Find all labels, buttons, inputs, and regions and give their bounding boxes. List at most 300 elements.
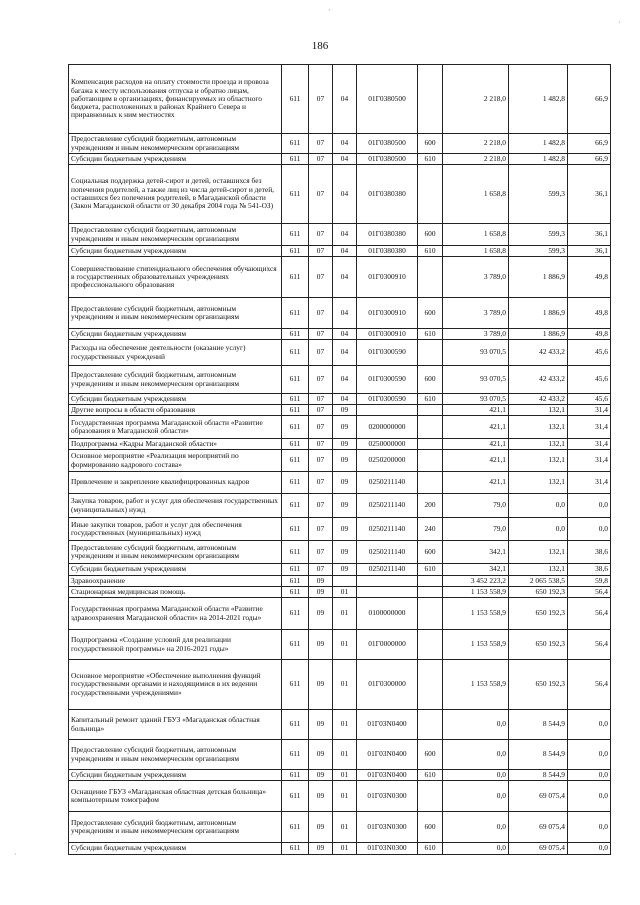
row-section: 07 xyxy=(309,65,333,134)
row-subsection: 09 xyxy=(333,541,357,564)
row-subsection: 01 xyxy=(333,630,357,660)
row-subsection: 09 xyxy=(333,518,357,541)
row-target-article xyxy=(357,587,418,598)
row-target-article: 0250000000 xyxy=(357,439,418,450)
table-row xyxy=(69,710,611,740)
table-row xyxy=(69,329,611,340)
row-target-article: 01Г0380380 xyxy=(357,165,418,224)
row-fact-amount: 599,3 xyxy=(509,165,568,224)
row-target-article: 01Г0380500 xyxy=(357,134,418,154)
row-percent: 49,8 xyxy=(568,329,611,340)
row-fact-amount: 1 482,8 xyxy=(509,154,568,165)
row-grbs: 611 xyxy=(282,812,309,843)
row-plan-amount: 1 153 558,9 xyxy=(443,630,509,660)
row-section: 09 xyxy=(309,630,333,660)
table-row xyxy=(69,770,611,781)
row-subsection: 09 xyxy=(333,472,357,494)
row-fact-amount: 1 482,8 xyxy=(509,65,568,134)
row-percent: 31,4 xyxy=(568,450,611,472)
row-grbs: 611 xyxy=(282,394,309,405)
row-plan-amount: 2 218,0 xyxy=(443,65,509,134)
table-row xyxy=(69,165,611,224)
budget-table xyxy=(68,64,611,855)
row-section: 07 xyxy=(309,416,333,439)
row-target-article: 01Г0380500 xyxy=(357,154,418,165)
row-fact-amount: 132,1 xyxy=(509,439,568,450)
row-expense-type: 600 xyxy=(418,812,443,843)
row-plan-amount: 421,1 xyxy=(443,450,509,472)
row-section: 07 xyxy=(309,165,333,224)
table-row xyxy=(69,781,611,812)
table-row xyxy=(69,598,611,630)
row-name: Социальная поддержка детей-сирот и детей, оставшихся без попечения родителей, а также лиц из числа детей-сирот и детей, оставшихся без попечения родителей, в Магаданской области (Закон Магаданской области от 30 декабря 2004 года № 541-ОЗ) xyxy=(69,165,282,224)
row-section: 09 xyxy=(309,587,333,598)
row-expense-type xyxy=(418,710,443,740)
row-subsection: 09 xyxy=(333,405,357,416)
row-target-article: 01Г0380380 xyxy=(357,246,418,257)
row-grbs: 611 xyxy=(282,598,309,630)
row-percent: 31,4 xyxy=(568,439,611,450)
row-section: 07 xyxy=(309,541,333,564)
row-fact-amount: 42 433,2 xyxy=(509,366,568,394)
row-subsection: 09 xyxy=(333,494,357,518)
row-expense-type xyxy=(418,472,443,494)
row-target-article: 01Г0300000 xyxy=(357,660,418,710)
row-subsection: 01 xyxy=(333,587,357,598)
row-grbs: 611 xyxy=(282,843,309,855)
row-subsection: 09 xyxy=(333,450,357,472)
row-fact-amount: 69 075,4 xyxy=(509,781,568,812)
row-name: Закупка товаров, работ и услуг для обеспечения государственных (муниципальных) нужд xyxy=(69,494,282,518)
row-grbs: 611 xyxy=(282,340,309,366)
row-target-article: 0250211140 xyxy=(357,541,418,564)
row-target-article: 01Г03N0400 xyxy=(357,770,418,781)
row-expense-type: 240 xyxy=(418,518,443,541)
row-plan-amount: 1 658,8 xyxy=(443,165,509,224)
row-grbs: 611 xyxy=(282,65,309,134)
table-row xyxy=(69,587,611,598)
row-section: 07 xyxy=(309,564,333,576)
row-section: 07 xyxy=(309,246,333,257)
row-grbs: 611 xyxy=(282,246,309,257)
row-grbs: 611 xyxy=(282,472,309,494)
row-expense-type: 200 xyxy=(418,494,443,518)
row-percent: 31,4 xyxy=(568,416,611,439)
row-section: 07 xyxy=(309,518,333,541)
row-target-article: 0250200000 xyxy=(357,450,418,472)
row-name: Основное мероприятие «Обеспечение выполнения функций государственными органами и находящимися в их ведении государственными учреждениями» xyxy=(69,660,282,710)
row-fact-amount: 1 886,9 xyxy=(509,298,568,329)
row-plan-amount: 3 789,0 xyxy=(443,329,509,340)
row-percent: 56,4 xyxy=(568,660,611,710)
row-name: Субсидии бюджетным учреждениям xyxy=(69,843,282,855)
row-grbs: 611 xyxy=(282,298,309,329)
row-plan-amount: 1 153 558,9 xyxy=(443,660,509,710)
row-section: 07 xyxy=(309,394,333,405)
table-row xyxy=(69,298,611,329)
row-percent: 59,8 xyxy=(568,576,611,587)
table-row xyxy=(69,416,611,439)
row-fact-amount: 1 482,8 xyxy=(509,134,568,154)
row-expense-type xyxy=(418,660,443,710)
row-subsection: 04 xyxy=(333,340,357,366)
row-expense-type: 600 xyxy=(418,134,443,154)
row-name: Государственная программа Магаданской области «Развитие здравоохранения Магаданской области» на 2014-2021 годы» xyxy=(69,598,282,630)
row-plan-amount: 0,0 xyxy=(443,781,509,812)
row-fact-amount: 2 065 538,5 xyxy=(509,576,568,587)
row-target-article xyxy=(357,405,418,416)
row-expense-type: 600 xyxy=(418,298,443,329)
row-expense-type: 610 xyxy=(418,564,443,576)
row-grbs: 611 xyxy=(282,450,309,472)
row-percent: 45,6 xyxy=(568,340,611,366)
table-row xyxy=(69,246,611,257)
row-percent: 31,4 xyxy=(568,472,611,494)
row-expense-type xyxy=(418,576,443,587)
row-fact-amount: 0,0 xyxy=(509,518,568,541)
row-subsection: 04 xyxy=(333,224,357,246)
row-target-article: 01Г0300590 xyxy=(357,366,418,394)
row-name: Государственная программа Магаданской области «Развитие образования в Магаданской области» xyxy=(69,416,282,439)
row-expense-type xyxy=(418,65,443,134)
row-name: Стационарная медицинская помощь xyxy=(69,587,282,598)
row-section: 09 xyxy=(309,740,333,770)
table-row xyxy=(69,340,611,366)
row-target-article: 01Г03N0300 xyxy=(357,843,418,855)
row-percent: 0,0 xyxy=(568,740,611,770)
row-name: Иные закупки товаров, работ и услуг для обеспечения государственных (муниципальных) нужд xyxy=(69,518,282,541)
row-plan-amount: 0,0 xyxy=(443,710,509,740)
row-percent: 66,9 xyxy=(568,154,611,165)
row-subsection: 01 xyxy=(333,843,357,855)
row-section: 09 xyxy=(309,781,333,812)
table-row xyxy=(69,154,611,165)
row-section: 07 xyxy=(309,439,333,450)
row-expense-type: 600 xyxy=(418,224,443,246)
row-subsection: 04 xyxy=(333,65,357,134)
row-fact-amount: 8 544,9 xyxy=(509,770,568,781)
row-fact-amount: 132,1 xyxy=(509,472,568,494)
row-plan-amount: 421,1 xyxy=(443,472,509,494)
row-subsection xyxy=(333,576,357,587)
row-section: 07 xyxy=(309,366,333,394)
row-subsection: 01 xyxy=(333,781,357,812)
row-percent: 56,4 xyxy=(568,587,611,598)
table-row xyxy=(69,257,611,298)
row-fact-amount: 132,1 xyxy=(509,450,568,472)
row-expense-type xyxy=(418,587,443,598)
row-grbs: 611 xyxy=(282,740,309,770)
row-plan-amount: 1 153 558,9 xyxy=(443,598,509,630)
row-expense-type xyxy=(418,439,443,450)
table-row xyxy=(69,660,611,710)
row-expense-type: 610 xyxy=(418,843,443,855)
row-section: 09 xyxy=(309,660,333,710)
row-expense-type xyxy=(418,257,443,298)
table-row xyxy=(69,630,611,660)
row-section: 09 xyxy=(309,576,333,587)
row-grbs: 611 xyxy=(282,366,309,394)
row-fact-amount: 132,1 xyxy=(509,416,568,439)
row-grbs: 611 xyxy=(282,224,309,246)
row-subsection: 09 xyxy=(333,439,357,450)
row-subsection: 01 xyxy=(333,598,357,630)
row-name: Субсидии бюджетным учреждениям xyxy=(69,564,282,576)
row-percent: 0,0 xyxy=(568,770,611,781)
row-subsection: 04 xyxy=(333,329,357,340)
row-name: Привлечение и закрепление квалифицированных кадров xyxy=(69,472,282,494)
row-target-article: 0100000000 xyxy=(357,598,418,630)
row-target-article: 01Г0380380 xyxy=(357,224,418,246)
row-subsection: 01 xyxy=(333,710,357,740)
row-subsection: 09 xyxy=(333,564,357,576)
row-plan-amount: 2 218,0 xyxy=(443,134,509,154)
scan-mark: · xyxy=(618,18,621,27)
row-name: Капитальный ремонт зданий ГБУЗ «Магаданская областная больница» xyxy=(69,710,282,740)
row-grbs: 611 xyxy=(282,781,309,812)
row-fact-amount: 1 886,9 xyxy=(509,257,568,298)
row-grbs: 611 xyxy=(282,541,309,564)
row-subsection: 09 xyxy=(333,416,357,439)
scan-mark: · xyxy=(14,850,17,859)
row-target-article: 01Г03N0300 xyxy=(357,781,418,812)
row-section: 09 xyxy=(309,843,333,855)
row-fact-amount: 69 075,4 xyxy=(509,843,568,855)
row-grbs: 611 xyxy=(282,494,309,518)
row-section: 09 xyxy=(309,710,333,740)
row-percent: 0,0 xyxy=(568,781,611,812)
row-plan-amount: 2 218,0 xyxy=(443,154,509,165)
row-fact-amount: 0,0 xyxy=(509,494,568,518)
row-target-article: 01Г03N0300 xyxy=(357,812,418,843)
row-subsection: 01 xyxy=(333,660,357,710)
row-grbs: 611 xyxy=(282,710,309,740)
row-expense-type xyxy=(418,405,443,416)
row-fact-amount: 8 544,9 xyxy=(509,710,568,740)
row-percent: 45,6 xyxy=(568,366,611,394)
row-fact-amount: 42 433,2 xyxy=(509,394,568,405)
row-expense-type xyxy=(418,340,443,366)
row-subsection: 01 xyxy=(333,740,357,770)
row-subsection: 04 xyxy=(333,154,357,165)
row-target-article: 01Г0300590 xyxy=(357,340,418,366)
row-target-article: 01Г0300910 xyxy=(357,257,418,298)
row-subsection: 04 xyxy=(333,257,357,298)
row-name: Основное мероприятие «Реализация мероприятий по формированию кадрового состава» xyxy=(69,450,282,472)
row-grbs: 611 xyxy=(282,165,309,224)
row-grbs: 611 xyxy=(282,770,309,781)
row-plan-amount: 93 070,5 xyxy=(443,340,509,366)
row-section: 07 xyxy=(309,257,333,298)
row-name: Совершенствование стипендиального обеспечения обучающихся в государственных образовательных учреждениях профессионального образования xyxy=(69,257,282,298)
row-fact-amount: 132,1 xyxy=(509,564,568,576)
row-grbs: 611 xyxy=(282,154,309,165)
row-subsection: 04 xyxy=(333,134,357,154)
row-expense-type: 610 xyxy=(418,154,443,165)
row-fact-amount: 132,1 xyxy=(509,405,568,416)
row-grbs: 611 xyxy=(282,257,309,298)
row-fact-amount: 650 192,3 xyxy=(509,598,568,630)
row-grbs: 611 xyxy=(282,518,309,541)
row-percent: 38,6 xyxy=(568,541,611,564)
row-subsection: 04 xyxy=(333,165,357,224)
row-target-article: 01Г0300590 xyxy=(357,394,418,405)
row-subsection: 04 xyxy=(333,298,357,329)
row-percent: 49,8 xyxy=(568,257,611,298)
row-plan-amount: 421,1 xyxy=(443,416,509,439)
row-grbs: 611 xyxy=(282,329,309,340)
table-row xyxy=(69,405,611,416)
table-row xyxy=(69,576,611,587)
row-name: Здравоохранение xyxy=(69,576,282,587)
row-subsection: 04 xyxy=(333,394,357,405)
row-section: 07 xyxy=(309,154,333,165)
row-section: 07 xyxy=(309,224,333,246)
row-name: Субсидии бюджетным учреждениям xyxy=(69,246,282,257)
row-name: Субсидии бюджетным учреждениям xyxy=(69,329,282,340)
row-grbs: 611 xyxy=(282,630,309,660)
table-row xyxy=(69,65,611,134)
row-percent: 36,1 xyxy=(568,246,611,257)
row-target-article: 01Г0300910 xyxy=(357,298,418,329)
row-subsection: 04 xyxy=(333,246,357,257)
row-percent: 38,6 xyxy=(568,564,611,576)
row-expense-type: 610 xyxy=(418,246,443,257)
row-name: Предоставление субсидий бюджетным, автономным учреждениям и иным некоммерческим организациям xyxy=(69,134,282,154)
row-grbs: 611 xyxy=(282,134,309,154)
row-section: 09 xyxy=(309,770,333,781)
row-target-article: 01Г0300910 xyxy=(357,329,418,340)
table-row xyxy=(69,812,611,843)
table-row xyxy=(69,740,611,770)
row-section: 09 xyxy=(309,812,333,843)
row-grbs: 611 xyxy=(282,439,309,450)
row-name: Оснащение ГБУЗ «Магаданская областная детская больница» компьютерным томографом xyxy=(69,781,282,812)
row-section: 07 xyxy=(309,134,333,154)
row-name: Другие вопросы в области образования xyxy=(69,405,282,416)
table-row xyxy=(69,494,611,518)
row-section: 07 xyxy=(309,450,333,472)
row-name: Предоставление субсидий бюджетным, автономным учреждениям и иным некоммерческим организациям xyxy=(69,541,282,564)
table-row xyxy=(69,564,611,576)
row-section: 07 xyxy=(309,329,333,340)
row-plan-amount: 3 789,0 xyxy=(443,298,509,329)
row-target-article: 01Г0000000 xyxy=(357,630,418,660)
table-row xyxy=(69,439,611,450)
row-expense-type xyxy=(418,781,443,812)
row-expense-type: 610 xyxy=(418,394,443,405)
scan-mark: · xyxy=(328,6,331,15)
row-expense-type xyxy=(418,416,443,439)
row-percent: 0,0 xyxy=(568,843,611,855)
table-row xyxy=(69,541,611,564)
row-section: 07 xyxy=(309,298,333,329)
row-target-article: 0250211140 xyxy=(357,518,418,541)
row-plan-amount: 0,0 xyxy=(443,843,509,855)
row-name: Предоставление субсидий бюджетным, автономным учреждениям и иным некоммерческим организациям xyxy=(69,298,282,329)
row-grbs: 611 xyxy=(282,405,309,416)
row-percent: 66,9 xyxy=(568,65,611,134)
row-name: Предоставление субсидий бюджетным, автономным учреждениям и иным некоммерческим организациям xyxy=(69,812,282,843)
row-expense-type: 600 xyxy=(418,541,443,564)
row-name: Расходы на обеспечение деятельности (оказание услуг) государственных учреждений xyxy=(69,340,282,366)
row-grbs: 611 xyxy=(282,564,309,576)
row-name: Предоставление субсидий бюджетным, автономным учреждениям и иным некоммерческим организациям xyxy=(69,740,282,770)
row-name: Субсидии бюджетным учреждениям xyxy=(69,770,282,781)
row-plan-amount: 79,0 xyxy=(443,494,509,518)
row-plan-amount: 1 658,8 xyxy=(443,246,509,257)
row-expense-type xyxy=(418,165,443,224)
row-fact-amount: 650 192,3 xyxy=(509,587,568,598)
table-row xyxy=(69,394,611,405)
table-row xyxy=(69,134,611,154)
row-name: Компенсация расходов на оплату стоимости проезда и провоза багажа к месту использования отпуска и обратно лицам, работающим в организациях, финансируемых из областного бюджета, расположенных в районах Крайнего Севера и приравненных к ним местностях xyxy=(69,65,282,134)
row-target-article: 01Г03N0400 xyxy=(357,710,418,740)
row-section: 07 xyxy=(309,472,333,494)
row-section: 07 xyxy=(309,494,333,518)
row-plan-amount: 3 789,0 xyxy=(443,257,509,298)
row-plan-amount: 421,1 xyxy=(443,405,509,416)
row-grbs: 611 xyxy=(282,660,309,710)
row-percent: 36,1 xyxy=(568,165,611,224)
row-plan-amount: 3 452 223,2 xyxy=(443,576,509,587)
row-percent: 0,0 xyxy=(568,710,611,740)
row-plan-amount: 0,0 xyxy=(443,812,509,843)
row-subsection: 04 xyxy=(333,366,357,394)
row-subsection: 01 xyxy=(333,812,357,843)
row-target-article: 01Г03N0400 xyxy=(357,740,418,770)
row-target-article: 0250211140 xyxy=(357,494,418,518)
row-percent: 0,0 xyxy=(568,494,611,518)
table-row xyxy=(69,472,611,494)
row-plan-amount: 1 658,8 xyxy=(443,224,509,246)
row-expense-type: 600 xyxy=(418,740,443,770)
row-plan-amount: 1 153 558,9 xyxy=(443,587,509,598)
row-fact-amount: 599,3 xyxy=(509,246,568,257)
row-name: Предоставление субсидий бюджетным, автономным учреждениям и иным некоммерческим организациям xyxy=(69,224,282,246)
row-fact-amount: 69 075,4 xyxy=(509,812,568,843)
row-plan-amount: 342,1 xyxy=(443,541,509,564)
row-section: 07 xyxy=(309,405,333,416)
row-percent: 0,0 xyxy=(568,812,611,843)
row-expense-type xyxy=(418,630,443,660)
row-expense-type xyxy=(418,598,443,630)
row-expense-type: 610 xyxy=(418,329,443,340)
row-plan-amount: 342,1 xyxy=(443,564,509,576)
row-percent: 49,8 xyxy=(568,298,611,329)
row-target-article: 01Г0380500 xyxy=(357,65,418,134)
row-percent: 45,6 xyxy=(568,394,611,405)
row-name: Субсидии бюджетным учреждениям xyxy=(69,154,282,165)
row-plan-amount: 93 070,5 xyxy=(443,366,509,394)
row-name: Предоставление субсидий бюджетным, автономным учреждениям и иным некоммерческим организациям xyxy=(69,366,282,394)
row-grbs: 611 xyxy=(282,587,309,598)
row-subsection: 01 xyxy=(333,770,357,781)
row-percent: 56,4 xyxy=(568,598,611,630)
table-body xyxy=(69,65,611,855)
row-name: Субсидии бюджетным учреждениям xyxy=(69,394,282,405)
table-row xyxy=(69,450,611,472)
row-name: Подпрограмма «Создание условий для реализации государственной программы» на 2016-2021 годы» xyxy=(69,630,282,660)
row-fact-amount: 599,3 xyxy=(509,224,568,246)
row-expense-type: 610 xyxy=(418,770,443,781)
table-row xyxy=(69,224,611,246)
table-row xyxy=(69,366,611,394)
row-percent: 36,1 xyxy=(568,224,611,246)
row-percent: 31,4 xyxy=(568,405,611,416)
page-number: 186 xyxy=(311,40,329,52)
row-target-article: 0250211140 xyxy=(357,472,418,494)
